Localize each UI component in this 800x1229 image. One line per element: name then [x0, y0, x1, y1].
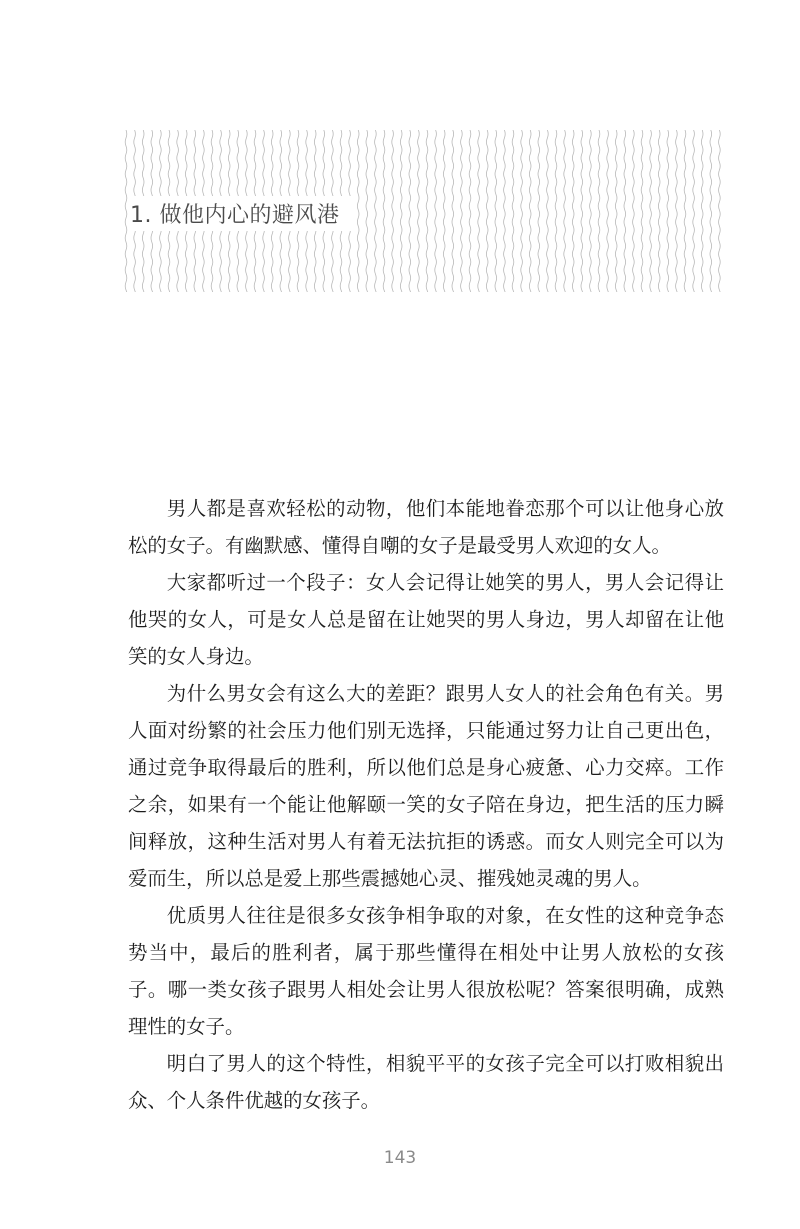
- wave-line: [512, 130, 514, 292]
- wave-line: [676, 130, 678, 292]
- wave-line: [495, 130, 497, 292]
- wave-line: [607, 130, 609, 292]
- wave-line: [400, 130, 402, 292]
- wave-line: [443, 130, 445, 292]
- wave-line: [598, 130, 600, 292]
- page-number: 143: [383, 1148, 417, 1168]
- wave-line: [538, 130, 540, 292]
- wave-line: [375, 130, 377, 292]
- paragraph-1: 男人都是喜欢轻松的动物，他们本能地眷恋那个可以让他身心放松的女子。有幽默感、懂得自嘲的女子是最受男人欢迎的女人。: [128, 497, 724, 557]
- wave-line: [366, 130, 368, 292]
- paragraph-5: 明白了男人的这个特性，相貌平平的女孩子完全可以打败相貌出众、个人条件优越的女孩子。: [128, 1052, 724, 1112]
- paragraph-3: 为什么男女会有这么大的差距？跟男人女人的社会角色有关。男人面对纷繁的社会压力他们别无选择，只能通过努力让自己更出色，通过竞争取得最后的胜利，所以他们总是身心疲惫、心力交瘁。工作之余，如果有一个能让他解颐一笑的女子陪在身边，把生活的压力瞬间释放，这种生活对男人有着无法抗拒的诱惑。而女人则完全可以为爱而生，所以总是爱上那些震撼她心灵、摧残她灵魂的男人。: [128, 682, 724, 890]
- wave-line: [701, 130, 703, 292]
- wave-line: [564, 130, 566, 292]
- wave-line: [529, 130, 531, 292]
- wave-line: [486, 130, 488, 292]
- wave-line: [650, 130, 652, 292]
- wave-line: [658, 130, 660, 292]
- wave-line: [461, 130, 463, 292]
- wave-line: [435, 130, 437, 292]
- wave-line: [426, 130, 428, 292]
- wave-line: [383, 130, 385, 292]
- wave-line: [719, 130, 721, 292]
- wave-line: [667, 130, 669, 292]
- wave-line: [710, 130, 712, 292]
- wave-line: [478, 130, 480, 292]
- body-text: [128, 490, 724, 1119]
- wave-line: [693, 130, 695, 292]
- wave-line: [581, 130, 583, 292]
- wave-line: [684, 130, 686, 292]
- wave-line: [572, 130, 574, 292]
- wave-line: [547, 130, 549, 292]
- wave-line: [409, 130, 411, 292]
- paragraph-2: 大家都听过一个段子：女人会记得让她笑的男人，男人会记得让他哭的女人，可是女人总是留在让她哭的男人身边，男人却留在让他笑的女人身边。: [128, 571, 724, 668]
- wave-line: [469, 130, 471, 292]
- paragraph-4: 优质男人往往是很多女孩争相争取的对象，在女性的这种竞争态势当中，最后的胜利者，属于那些懂得在相处中让男人放松的女孩子。哪一类女孩子跟男人相处会让男人很放松呢？答案很明确，成熟理性的女子。: [128, 904, 724, 1038]
- wave-line: [392, 130, 394, 292]
- wave-line: [521, 130, 523, 292]
- wave-line: [418, 130, 420, 292]
- wave-line: [633, 130, 635, 292]
- chapter-title: 1. 做他内心的避风港: [128, 196, 353, 231]
- wave-line: [615, 130, 617, 292]
- wave-line: [504, 130, 506, 292]
- wave-line: [624, 130, 626, 292]
- wave-line: [452, 130, 454, 292]
- wave-line: [641, 130, 643, 292]
- wave-line: [357, 130, 359, 292]
- wave-line: [555, 130, 557, 292]
- wave-line: [590, 130, 592, 292]
- wave-line: [125, 130, 127, 292]
